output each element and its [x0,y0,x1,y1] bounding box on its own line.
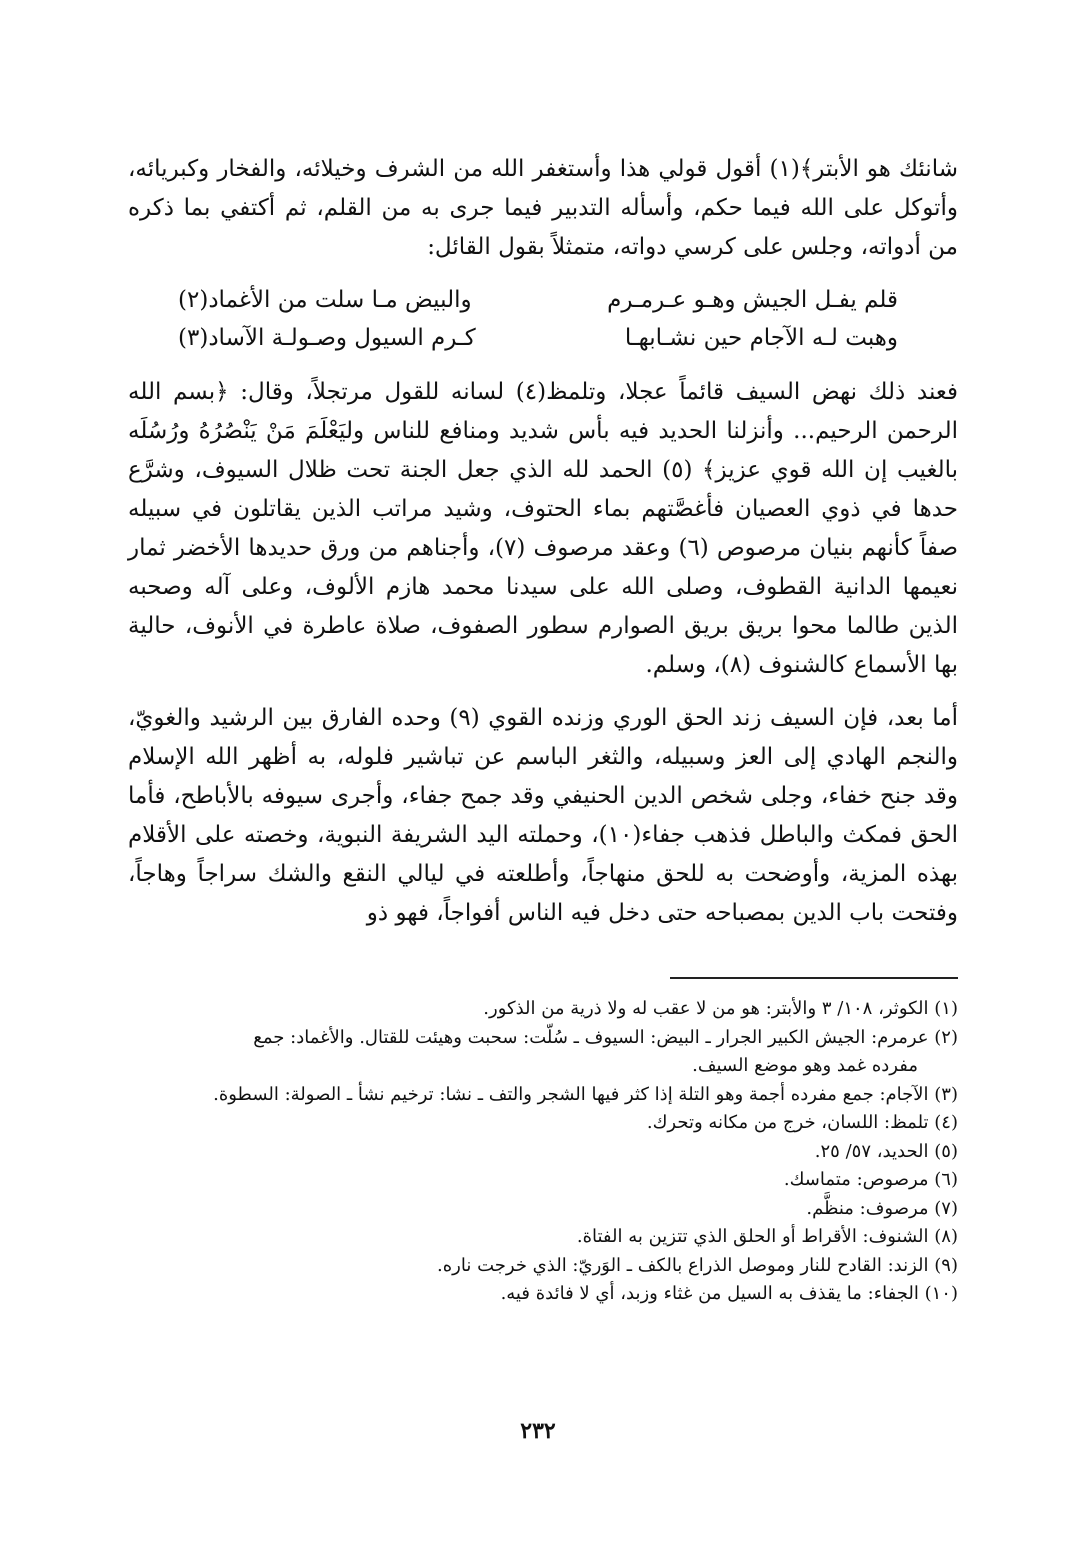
footnote-2: (٢) عرمرم: الجيش الكبير الجرار ـ البيض: السيوف ـ سُلّت: سحبت وهيئت للقتال. والأغماد: جمع [253,1026,958,1048]
page-number: ٢٣٢ [520,1418,556,1444]
footnote-3: (٣) الآجام: جمع مفرده أجمة وهو التلة إذا كثر فيها الشجر والتف ـ نشا: ترخيم نشأ ـ الصولة: السطوة. [213,1083,958,1105]
footnote-6: (٦) مرصوص: متماسك. [783,1169,958,1190]
verse-1-second-hemistich: والبيض مـا سلت من الأغماد(٢) [178,287,472,313]
footnote-5: (٥) الحديد، ٥٧/ ٢٥. [814,1140,958,1162]
footnote-4: (٤) تلمظ: اللسان، خرج من مكانه وتحرك. [646,1112,958,1133]
footnote-separator [670,977,958,979]
footnote-1: (١) الكوثر، ١٠٨/ ٣ والأبتر: هو من لا عقب له ولا ذرية من الذكور. [483,998,958,1019]
footnote-9: (٩) الزند: القادح للنار وموصل الذراع بالكف ـ الوَريّ: الذي خرجت ناره. [437,1254,958,1276]
verse-2-first-hemistich: وهبت لـه الآجام حين نشـابهـا [624,325,898,351]
verse-line-1 [128,281,958,319]
page-body [128,150,958,933]
footnotes [128,995,958,1309]
footnote-7: (٧) مرصوف: منظَّم. [806,1197,958,1219]
paragraph-2: فعند ذلك نهض السيف قائماً عجلا، وتلمظ(٤) لسانه للقول مرتجلاً، وقال: ﴿بسم الله الرحمن الرحيم... وأنزلنا الحديد فيه بأس شديد ومنافع للناس وليَعْلَمَ مَنْ يَنْصُرُهُ ورُسُلَه بالغيب إن الله قوي عزيز﴾ (٥) الحمد لله الذي جعل الجنة تحت ظلال السيوف، وشرَّع حدها في ذوي العصيان فأغصَّتهم بماء الحتوف، وشيد مراتب الذين يقاتلون في سبيله صفاً كأنهم بنيان مرصوص (٦) وعقد مرصوف (٧)، وأجناهم من ورق حديدها الأخضر ثمار نعيمها الدانية القطوف، وصلى الله على سيدنا محمد هازم الألوف، وعلى آله وصحبه الذين طالما محوا بريق بريق الصوارم سطور الصفوف، صلاة عاطرة في الأنوف، حالية بها الأسماع كالشنوف (٨)، وسلم. [128,379,958,678]
footnote-10: (١٠) الجفاء: ما يقذف به السيل من غثاء وزبد، أي لا فائدة فيه. [500,1283,958,1304]
paragraph-3: أما بعد، فإن السيف زند الحق الوري وزنده القوي (٩) وحده الفارق بين الرشيد والغويّ، والنجم الهادي إلى العز وسبيله، والثغر الباسم عن تباشير فلوله، به أظهر الله الإسلام وقد جنح خفاء، وجلى شخص الدين الحنيفي وقد جمح جفاء، وأجرى سيوفه بالأباطح، فأما الحق فمكث والباطل فذهب جفاء(١٠)، وحملته اليد الشريفة النبوية، وخصته على الأقلام بهذه المزية، وأوضحت به للحق منهاجاً، وأطلعته في ليالي النقع والشك سراجاً وهاجاً، وفتحت باب الدين بمصباحه حتى دخل فيه الناس أفواجاً، فهو ذو [128,705,958,926]
verse-2-second-hemistich: كـرم السيول وصـولـة الآساد(٣) [178,325,476,351]
footnote-2-continuation-text: مفرده غمد وهو موضع السيف. [692,1055,918,1076]
poem-verses [128,281,958,357]
footnote-2-continuation [128,1052,958,1081]
verse-line-2 [128,319,958,357]
paragraph-1: شانئك هو الأبتر﴾(١) أقول قولي هذا وأستغفر الله من الشرف وخيلائه، والفخار وكبريائه، وأتوكل على الله فيما حكم، وأسأله التدبير فيما جرى به من القلم، ثم أكتفي بما ذكره من أدواته، وجلس على كرسي دواته، متمثلاً بقول القائل: [128,156,958,260]
verse-1-first-hemistich: قلم يفـل الجيش وهـو عـرمـرم [607,287,898,313]
footnote-8: (٨) الشنوف: الأقراط أو الحلق الذي تتزين به الفتاة. [576,1226,958,1247]
